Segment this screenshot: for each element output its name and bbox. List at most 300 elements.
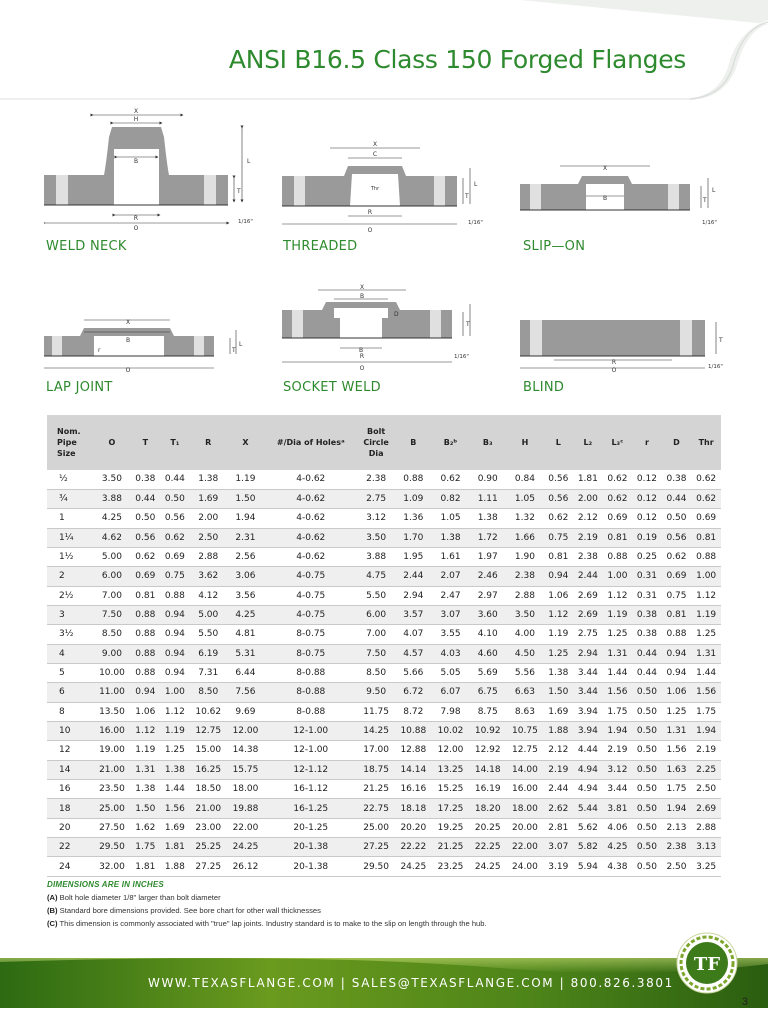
dim-l-text: L <box>247 158 251 165</box>
table-cell: 1.75 <box>603 702 633 721</box>
table-cell: 5.05 <box>432 663 469 682</box>
table-cell: 5.82 <box>573 838 603 857</box>
table-cell: 10 <box>47 721 93 740</box>
table-cell: 25.00 <box>358 818 395 837</box>
table-cell: 3.06 <box>227 567 264 586</box>
table-cell: 2.75 <box>358 489 395 508</box>
table-cell: 1.50 <box>544 683 574 702</box>
table-cell: 1.44 <box>603 663 633 682</box>
table-cell: 3.50 <box>358 528 395 547</box>
table-cell: 3.60 <box>469 605 506 624</box>
column-header: #/Dia of Holesᵃ <box>264 415 357 470</box>
table-cell: 5.56 <box>506 663 543 682</box>
table-cell: 9.69 <box>227 702 264 721</box>
table-cell: 2.00 <box>573 489 603 508</box>
table-cell: 22 <box>47 838 93 857</box>
table-cell: 0.94 <box>131 683 161 702</box>
table-cell: 15.25 <box>432 780 469 799</box>
table-cell: 21.25 <box>358 780 395 799</box>
table-cell: 2.44 <box>395 567 432 586</box>
lap-joint-label: LAP JOINT <box>46 380 113 395</box>
table-cell: 0.88 <box>131 605 161 624</box>
table-cell: 2.97 <box>469 586 506 605</box>
table-cell: 4.25 <box>227 605 264 624</box>
table-cell: 7.31 <box>190 663 227 682</box>
table-cell: 14 <box>47 760 93 779</box>
table-cell: 0.50 <box>632 838 662 857</box>
table-cell: 1.36 <box>395 509 432 528</box>
table-cell: 2.50 <box>662 857 692 876</box>
dimensions-table <box>47 415 721 877</box>
table-cell: 1.05 <box>506 489 543 508</box>
table-row <box>47 605 721 624</box>
table-cell: 32.00 <box>93 857 130 876</box>
table-row <box>47 470 721 489</box>
dim-x-text: X <box>133 108 139 115</box>
table-cell: 18.75 <box>358 760 395 779</box>
table-cell: 2.46 <box>469 567 506 586</box>
table-cell: 0.50 <box>131 509 161 528</box>
table-cell: 0.94 <box>544 567 574 586</box>
table-cell: 1.56 <box>603 683 633 702</box>
table-cell: 3.55 <box>432 625 469 644</box>
column-header: B <box>395 415 432 470</box>
table-cell: 1.06 <box>544 586 574 605</box>
column-header: B₂ᵇ <box>432 415 469 470</box>
table-cell: 2.13 <box>662 818 692 837</box>
table-cell: 2.38 <box>662 838 692 857</box>
column-header: Nom. Pipe Size <box>47 415 93 470</box>
dim-t-text: T <box>237 188 241 195</box>
table-cell: 0.50 <box>632 741 662 760</box>
table-cell: 0.56 <box>544 470 574 489</box>
table-cell: 1.94 <box>691 721 721 740</box>
table-cell: 15.00 <box>190 741 227 760</box>
blind-diagram <box>520 312 730 374</box>
table-cell: 1.11 <box>469 489 506 508</box>
table-cell: 8-0.88 <box>264 683 357 702</box>
table-cell: 20 <box>47 818 93 837</box>
table-cell: 1.81 <box>160 838 190 857</box>
table-cell: 2.12 <box>544 741 574 760</box>
table-cell: 17.25 <box>432 799 469 818</box>
table-cell: 12.88 <box>395 741 432 760</box>
table-cell: 0.81 <box>544 547 574 566</box>
table-cell: 1.19 <box>691 605 721 624</box>
table-cell: 18.18 <box>395 799 432 818</box>
table-cell: 10.02 <box>432 721 469 740</box>
table-cell: 0.69 <box>160 547 190 566</box>
table-cell: 24.25 <box>227 838 264 857</box>
socket-weld-label: SOCKET WELD <box>283 380 381 395</box>
table-cell: 8-0.88 <box>264 702 357 721</box>
table-cell: 1.31 <box>131 760 161 779</box>
table-cell: 1.56 <box>160 799 190 818</box>
svg-text:T: T <box>466 321 470 328</box>
svg-text:D: D <box>394 311 399 318</box>
table-cell: 27.25 <box>358 838 395 857</box>
table-cell: 1.25 <box>662 702 692 721</box>
column-header: L <box>544 415 574 470</box>
table-cell: 0.50 <box>632 760 662 779</box>
table-cell: 2.50 <box>190 528 227 547</box>
table-cell: 3.56 <box>227 586 264 605</box>
table-cell: 3.88 <box>93 489 130 508</box>
column-header: Bolt Circle Dia <box>358 415 395 470</box>
table-cell: 3.12 <box>358 509 395 528</box>
table-cell: 4.07 <box>395 625 432 644</box>
svg-text:O: O <box>359 365 365 372</box>
table-cell: 0.94 <box>160 605 190 624</box>
table-cell: 22.25 <box>469 838 506 857</box>
table-cell: 8.50 <box>93 625 130 644</box>
table-cell: 0.50 <box>632 818 662 837</box>
note-a: (A) Bolt hole diameter 1/8" larger than bolt diameter <box>47 893 221 902</box>
table-cell: 0.94 <box>160 644 190 663</box>
table-cell: 29.50 <box>358 857 395 876</box>
table-cell: 0.50 <box>662 509 692 528</box>
table-cell: 2.19 <box>544 760 574 779</box>
table-cell: 25.25 <box>190 838 227 857</box>
table-cell: 20-1.38 <box>264 857 357 876</box>
table-cell: 12.75 <box>190 721 227 740</box>
table-cell: 1.31 <box>662 721 692 740</box>
table-cell: 22.75 <box>358 799 395 818</box>
table-cell: 0.50 <box>160 489 190 508</box>
table-cell: 0.62 <box>691 489 721 508</box>
table-cell: 10.75 <box>506 721 543 740</box>
note-b: (B) Standard bore dimensions provided. See bore chart for other wall thicknesses <box>47 906 321 915</box>
table-cell: 18.20 <box>469 799 506 818</box>
table-cell: 5.00 <box>93 547 130 566</box>
table-cell: 2.69 <box>691 799 721 818</box>
table-cell: 1.12 <box>691 586 721 605</box>
table-cell: 2.12 <box>573 509 603 528</box>
table-cell: 2.44 <box>573 567 603 586</box>
table-cell: 0.88 <box>662 625 692 644</box>
table-cell: 4.60 <box>469 644 506 663</box>
table-cell: 2.44 <box>544 780 574 799</box>
table-cell: 1.38 <box>131 780 161 799</box>
table-cell: 1.12 <box>160 702 190 721</box>
table-cell: 18.00 <box>227 780 264 799</box>
table-cell: 2.75 <box>573 625 603 644</box>
table-cell: 0.62 <box>544 509 574 528</box>
table-cell: 4.00 <box>506 625 543 644</box>
table-cell: 16.16 <box>395 780 432 799</box>
table-cell: 0.81 <box>691 528 721 547</box>
table-cell: 3.07 <box>432 605 469 624</box>
table-cell: 3.07 <box>544 838 574 857</box>
column-header: R <box>190 415 227 470</box>
table-cell: 0.81 <box>662 605 692 624</box>
table-cell: 5.66 <box>395 663 432 682</box>
socket-weld-diagram <box>282 282 492 372</box>
footer-contact: WWW.TEXASFLANGE.COM | SALES@TEXASFLANGE.COM | 800.826.3801 <box>148 976 674 990</box>
table-cell: 1.38 <box>190 470 227 489</box>
table-cell: 1.69 <box>190 489 227 508</box>
table-cell: 1.06 <box>662 683 692 702</box>
slip-on-diagram <box>520 158 730 233</box>
logo-text: TF <box>693 954 721 975</box>
table-cell: 0.94 <box>160 663 190 682</box>
column-header: B₃ <box>469 415 506 470</box>
table-cell: 0.81 <box>603 528 633 547</box>
table-cell: 0.88 <box>691 547 721 566</box>
table-cell: 12.00 <box>227 721 264 740</box>
table-cell: 19.25 <box>432 818 469 837</box>
table-cell: 0.56 <box>131 528 161 547</box>
table-row <box>47 625 721 644</box>
table-cell: 0.69 <box>603 509 633 528</box>
table-row <box>47 586 721 605</box>
table-cell: 24.00 <box>506 857 543 876</box>
table-cell: 2.69 <box>573 605 603 624</box>
table-cell: 0.62 <box>603 489 633 508</box>
svg-text:R: R <box>611 359 617 366</box>
table-cell: 4.25 <box>93 509 130 528</box>
svg-text:C: C <box>372 151 378 158</box>
table-cell: 5.94 <box>573 857 603 876</box>
svg-text:r: r <box>98 347 101 354</box>
table-cell: 8 <box>47 702 93 721</box>
table-cell: 4.81 <box>227 625 264 644</box>
column-header: Thr <box>691 415 721 470</box>
svg-text:L: L <box>239 341 243 348</box>
table-cell: 0.69 <box>662 567 692 586</box>
table-cell: 19.88 <box>227 799 264 818</box>
page-number: 3 <box>741 996 748 1008</box>
table-cell: 1.19 <box>160 721 190 740</box>
table-cell: 14.14 <box>395 760 432 779</box>
table-cell: 10.62 <box>190 702 227 721</box>
lap-joint-diagram <box>44 312 254 374</box>
table-row <box>47 489 721 508</box>
table-cell: 4.03 <box>432 644 469 663</box>
table-cell: 1.56 <box>691 683 721 702</box>
table-cell: 1.00 <box>691 567 721 586</box>
svg-text:Thr: Thr <box>370 186 380 192</box>
table-cell: 8-0.88 <box>264 663 357 682</box>
table-cell: 0.88 <box>395 470 432 489</box>
table-row <box>47 702 721 721</box>
weld-neck-diagram <box>44 105 274 235</box>
table-cell: 5.62 <box>573 818 603 837</box>
table-cell: 3.25 <box>691 857 721 876</box>
column-header: D <box>662 415 692 470</box>
table-cell: 1.25 <box>544 644 574 663</box>
table-row <box>47 663 721 682</box>
table-cell: 4.62 <box>93 528 130 547</box>
table-row <box>47 644 721 663</box>
table-cell: 24.25 <box>469 857 506 876</box>
threaded-diagram <box>282 138 492 236</box>
table-cell: 11.00 <box>93 683 130 702</box>
table-cell: 1.25 <box>160 741 190 760</box>
table-cell: 27.25 <box>190 857 227 876</box>
table-cell: 16.00 <box>506 780 543 799</box>
table-cell: 7.50 <box>358 644 395 663</box>
table-cell: 2.19 <box>603 741 633 760</box>
table-cell: 18 <box>47 799 93 818</box>
table-cell: 3.50 <box>93 470 130 489</box>
table-cell: 4.38 <box>603 857 633 876</box>
table-cell: 2.31 <box>227 528 264 547</box>
table-cell: 5.50 <box>358 586 395 605</box>
table-cell: 1.62 <box>131 818 161 837</box>
svg-text:B: B <box>359 293 365 300</box>
table-cell: 6.63 <box>506 683 543 702</box>
table-cell: 13.25 <box>432 760 469 779</box>
table-cell: 23.50 <box>93 780 130 799</box>
table-cell: 1.19 <box>131 741 161 760</box>
table-cell: 2.25 <box>691 760 721 779</box>
table-row <box>47 818 721 837</box>
table-cell: 6.75 <box>469 683 506 702</box>
table-cell: 1.38 <box>160 760 190 779</box>
slip-on-label: SLIP—ON <box>523 239 586 254</box>
table-cell: 12.92 <box>469 741 506 760</box>
note-c: (C) This dimension is commonly associated with "true" lap joints. Industry standard is to make to the slip on length through the hub. <box>47 919 487 928</box>
table-cell: 3.94 <box>573 702 603 721</box>
table-cell: 4.12 <box>190 586 227 605</box>
table-cell: 2.19 <box>691 741 721 760</box>
svg-text:R: R <box>367 209 373 216</box>
table-cell: 4.75 <box>358 567 395 586</box>
table-cell: 3.19 <box>544 857 574 876</box>
table-cell: 6.19 <box>190 644 227 663</box>
table-cell: 3 <box>47 605 93 624</box>
table-cell: 20.20 <box>395 818 432 837</box>
table-cell: 1.75 <box>131 838 161 857</box>
table-cell: 1 <box>47 509 93 528</box>
table-cell: 4-0.75 <box>264 605 357 624</box>
tf-logo <box>676 932 738 994</box>
table-cell: 8.63 <box>506 702 543 721</box>
table-cell: 4.57 <box>395 644 432 663</box>
table-cell: 8-0.75 <box>264 625 357 644</box>
dim-h-text: H <box>133 116 139 123</box>
table-cell: 0.88 <box>131 625 161 644</box>
table-cell: 21.00 <box>190 799 227 818</box>
table-cell: 1.38 <box>469 509 506 528</box>
table-row <box>47 838 721 857</box>
table-cell: 6.00 <box>93 567 130 586</box>
table-cell: 4.44 <box>573 741 603 760</box>
table-cell: 2.00 <box>190 509 227 528</box>
table-cell: 5 <box>47 663 93 682</box>
table-cell: 1.75 <box>691 702 721 721</box>
table-cell: 0.50 <box>632 721 662 740</box>
table-cell: 16 <box>47 780 93 799</box>
table-cell: 3.62 <box>190 567 227 586</box>
table-cell: 1.81 <box>131 857 161 876</box>
table-row <box>47 509 721 528</box>
page-title: ANSI B16.5 Class 150 Forged Flanges <box>228 45 686 74</box>
table-cell: 4-0.62 <box>264 489 357 508</box>
table-cell: 25.00 <box>93 799 130 818</box>
table-cell: 1.88 <box>544 721 574 740</box>
svg-text:B: B <box>125 337 131 344</box>
table-cell: 1.44 <box>691 663 721 682</box>
table-cell: 4.94 <box>573 780 603 799</box>
table-cell: 14.18 <box>469 760 506 779</box>
table-cell: 1.44 <box>160 780 190 799</box>
table-cell: 1.25 <box>603 625 633 644</box>
table-cell: 16-1.12 <box>264 780 357 799</box>
table-cell: 2.62 <box>544 799 574 818</box>
table-row <box>47 721 721 740</box>
table-cell: 1.06 <box>131 702 161 721</box>
table-cell: 24 <box>47 857 93 876</box>
table-cell: 13.50 <box>93 702 130 721</box>
table-cell: 10.88 <box>395 721 432 740</box>
table-cell: 0.19 <box>632 528 662 547</box>
svg-text:1/16": 1/16" <box>708 364 723 370</box>
table-cell: 21.00 <box>93 760 130 779</box>
table-cell: 3.50 <box>506 605 543 624</box>
table-cell: 1.95 <box>395 547 432 566</box>
table-cell: 8-0.75 <box>264 644 357 663</box>
table-cell: 5.00 <box>190 605 227 624</box>
table-cell: 20-1.25 <box>264 818 357 837</box>
table-cell: 3.44 <box>573 663 603 682</box>
table-cell: 2.56 <box>227 547 264 566</box>
table-cell: 0.62 <box>603 470 633 489</box>
svg-text:T: T <box>719 337 723 344</box>
table-cell: 2.07 <box>432 567 469 586</box>
table-cell: 1½ <box>47 547 93 566</box>
column-header: X <box>227 415 264 470</box>
table-cell: 1.50 <box>131 799 161 818</box>
table-cell: 0.38 <box>662 470 692 489</box>
table-cell: 4.25 <box>603 838 633 857</box>
table-cell: 12.00 <box>432 741 469 760</box>
table-cell: 0.75 <box>544 528 574 547</box>
column-header: L₂ <box>573 415 603 470</box>
table-cell: 1.94 <box>662 799 692 818</box>
table-cell: 8.50 <box>358 663 395 682</box>
table-cell: 7.98 <box>432 702 469 721</box>
table-cell: 1.50 <box>227 489 264 508</box>
table-cell: 4.50 <box>506 644 543 663</box>
table-cell: 2½ <box>47 586 93 605</box>
table-cell: 1.32 <box>506 509 543 528</box>
table-cell: 12 <box>47 741 93 760</box>
table-cell: 1.09 <box>395 489 432 508</box>
table-cell: 4-0.62 <box>264 547 357 566</box>
table-cell: 2.94 <box>395 586 432 605</box>
table-cell: 1.38 <box>432 528 469 547</box>
svg-text:T: T <box>232 347 236 354</box>
table-cell: 2.50 <box>691 780 721 799</box>
table-cell: 12-1.00 <box>264 721 357 740</box>
table-row <box>47 780 721 799</box>
table-header-row <box>47 415 721 470</box>
table-cell: 23.00 <box>190 818 227 837</box>
table-cell: 22.22 <box>395 838 432 857</box>
table-cell: 0.56 <box>662 528 692 547</box>
table-cell: 0.38 <box>632 605 662 624</box>
svg-text:T: T <box>465 193 469 200</box>
threaded-label: THREADED <box>283 239 358 254</box>
table-cell: 2.81 <box>544 818 574 837</box>
table-cell: 1.31 <box>691 644 721 663</box>
table-cell: 9.50 <box>358 683 395 702</box>
table-cell: 1.61 <box>432 547 469 566</box>
column-header: T <box>131 415 161 470</box>
table-cell: 0.50 <box>632 683 662 702</box>
